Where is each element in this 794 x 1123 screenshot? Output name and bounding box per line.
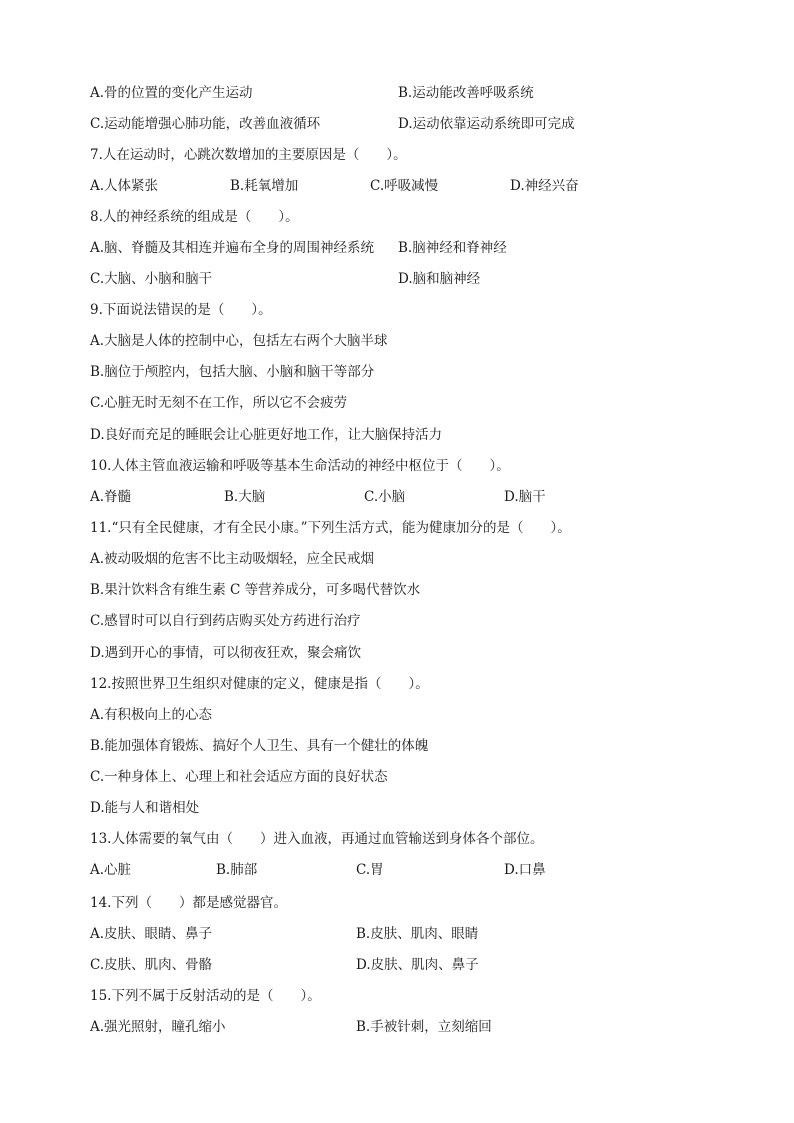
q9-option-b: B.脑位于颅腔内，包括大脑、小脑和脑干等部分 bbox=[90, 364, 375, 380]
q13-option-b: B.肺部 bbox=[216, 862, 258, 878]
q12-stem: 12.按照世界卫生组织对健康的定义，健康是指（ ）。 bbox=[90, 676, 429, 692]
q12-option-a: A.有积极向上的心态 bbox=[90, 707, 213, 723]
q6-option-c: C.运动能增强心肺功能，改善血液循环 bbox=[90, 116, 321, 132]
q15-stem: 15.下列不属于反射活动的是（ ）。 bbox=[90, 988, 321, 1004]
q13-option-d: D.口鼻 bbox=[504, 862, 546, 878]
q9-option-d: D.良好而充足的睡眠会让心脏更好地工作，让大脑保持活力 bbox=[90, 427, 443, 443]
q14-stem: 14.下列（ ）都是感觉器官。 bbox=[90, 895, 287, 911]
q7-option-d: D.神经兴奋 bbox=[510, 178, 579, 194]
q9-option-c: C.心脏无时无刻不在工作，所以它不会疲劳 bbox=[90, 395, 348, 411]
q8-option-a: A.脑、脊髓及其相连并遍布全身的周围神经系统 bbox=[90, 240, 375, 256]
q8-stem: 8.人的神经系统的组成是（ ）。 bbox=[90, 209, 299, 225]
q9-option-a: A.大脑是人体的控制中心，包括左右两个大脑半球 bbox=[90, 333, 388, 349]
q13-stem: 13.人体需要的氧气由（ ）进入血液，再通过血管输送到身体各个部位。 bbox=[90, 831, 544, 847]
q6-option-a: A.骨的位置的变化产生运动 bbox=[90, 85, 253, 101]
q14-option-d: D.皮肤、肌肉、鼻子 bbox=[356, 957, 479, 973]
q7-stem: 7.人在运动时，心跳次数增加的主要原因是（ ）。 bbox=[90, 147, 407, 163]
q14-option-c: C.皮肤、肌肉、骨骼 bbox=[90, 957, 213, 973]
q7-option-b: B.耗氧增加 bbox=[230, 178, 299, 194]
q15-option-a: A.强光照射，瞳孔缩小 bbox=[90, 1019, 226, 1035]
q6-option-d: D.运动依靠运动系统即可完成 bbox=[398, 116, 575, 132]
q8-option-b: B.脑神经和脊神经 bbox=[398, 240, 507, 256]
q8-option-d: D.脑和脑神经 bbox=[398, 271, 481, 287]
q6-option-b: B.运动能改善呼吸系统 bbox=[398, 85, 534, 101]
q7-option-c: C.呼吸减慢 bbox=[370, 178, 439, 194]
q15-option-b: B.手被针刺，立刻缩回 bbox=[356, 1019, 492, 1035]
q8-option-c: C.大脑、小脑和脑干 bbox=[90, 271, 213, 287]
q13-option-a: A.心脏 bbox=[90, 862, 132, 878]
q9-stem: 9.下面说法错误的是（ ）。 bbox=[90, 302, 272, 318]
q11-option-c: C.感冒时可以自行到药店购买处方药进行治疗 bbox=[90, 613, 361, 629]
q11-option-b: B.果汁饮料含有维生素 C 等营养成分，可多喝代替饮水 bbox=[90, 582, 421, 598]
q14-option-b: B.皮肤、肌肉、眼睛 bbox=[356, 926, 479, 942]
q7-option-a: A.人体紧张 bbox=[90, 178, 159, 194]
q11-option-a: A.被动吸烟的危害不比主动吸烟轻，应全民戒烟 bbox=[90, 551, 375, 567]
q10-option-a: A.脊髓 bbox=[90, 489, 132, 505]
q10-option-d: D.脑干 bbox=[504, 489, 546, 505]
q14-option-a: A.皮肤、眼睛、鼻子 bbox=[90, 926, 213, 942]
q13-option-c: C.胃 bbox=[356, 862, 384, 878]
q10-stem: 10.人体主管血液运输和呼吸等基本生命活动的神经中枢位于（ ）。 bbox=[90, 458, 510, 474]
q11-stem: 11.“只有全民健康，才有全民小康。”下列生活方式，能为健康加分的是（ ）。 bbox=[90, 520, 571, 536]
q10-option-b: B.大脑 bbox=[224, 489, 266, 505]
q12-option-c: C.一种身体上、心理上和社会适应方面的良好状态 bbox=[90, 769, 388, 785]
q10-option-c: C.小脑 bbox=[364, 489, 406, 505]
q12-option-b: B.能加强体育锻炼、搞好个人卫生、具有一个健壮的体魄 bbox=[90, 738, 429, 754]
q12-option-d: D.能与人和谐相处 bbox=[90, 800, 200, 816]
q11-option-d: D.遇到开心的事情，可以彻夜狂欢，聚会痛饮 bbox=[90, 645, 362, 661]
